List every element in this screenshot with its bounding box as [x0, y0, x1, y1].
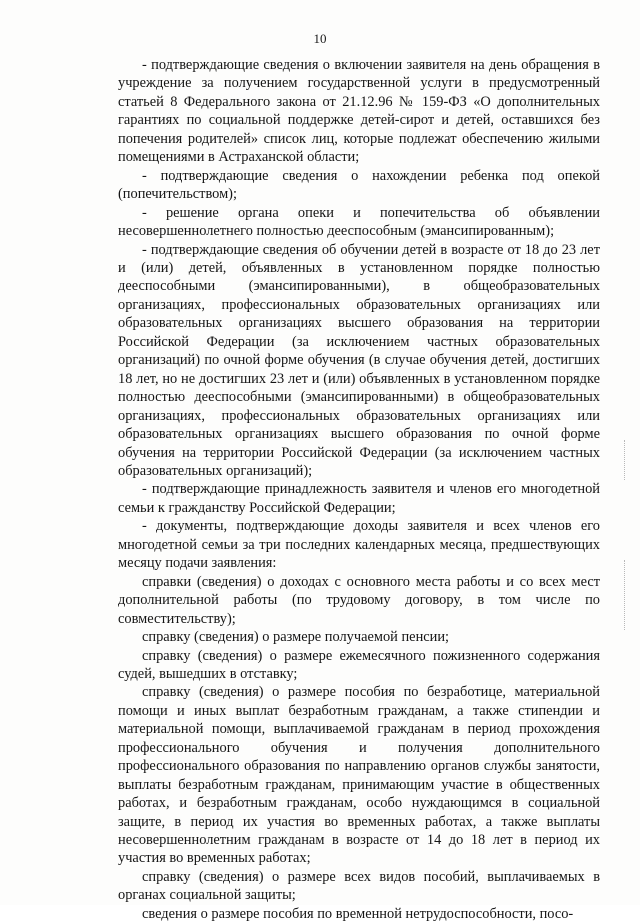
paragraph: - подтверждающие сведения о включении заявителя на день обращения в учреждение за получением государственной услуги в предусмотренный статьей 8 Федерального закона от 21.12.96 № 159-ФЗ «О дополнительных гарантиях по социальной поддержке детей-сирот и детей, оставшихся без попечения родителей» список лиц, которые подлежат обеспечению жилыми помещениями в Астраханской области;	[118, 57, 600, 166]
paragraph: - подтверждающие сведения о нахождении ребенка под опекой (попечительством);	[118, 167, 600, 203]
paragraph: - подтверждающие сведения об обучении детей в возрасте от 18 до 23 лет и (или) детей, объявленных в установленном порядке полностью дееспособными (эмансипированными), в общеобразовательных организациях, профессиональных образовательных организациях или образовательных организациях высшего образования на территории Российской Федерации (за исключением частных образовательных организаций) по очной форме обучения (в случае обучения детей, достигших 18 лет, но не достигших 23 лет и (или) объявленных в установленном порядке полностью дееспособными (эмансипированными) в общеобразовательных организациях, профессиональных образовательных организациях или образовательных организациях высшего образования по очной форме обучения на территории Российской Федерации (за исключением частных образовательных организаций);	[118, 241, 600, 479]
document-body	[118, 56, 600, 923]
scan-margin-mark	[624, 440, 626, 480]
paragraph: справку (сведения) о размере всех видов пособий, выплачиваемых в органах социальной защиты;	[118, 868, 600, 904]
paragraph: - документы, подтверждающие доходы заявителя и всех членов его многодетной семьи за три последних календарных месяца, предшествующих месяцу подачи заявления:	[118, 518, 600, 572]
paragraph: сведения о размере пособия по временной нетрудоспособности, посо-	[142, 905, 574, 922]
paragraph: - подтверждающие принадлежность заявителя и членов его многодетной семьи к гражданству Российской Федерации;	[118, 481, 600, 516]
paragraph: справку (сведения) о размере получаемой пенсии;	[142, 629, 450, 646]
paragraph: справку (сведения) о размере пособия по безработице, материальной помощи и иных выплат безработным гражданам, а также стипендии и материальной помощи, выплачиваемой гражданам в период прохождения профессионального обучения и получения дополнительного профессионального образования по направлению органов службы занятости, выплаты безработным гражданам, принимающим участие в общественных работах, и безработным гражданам, особо нуждающимся в социальной защите, в период их участия во временных работах, а также выплаты несовершеннолетним гражданам в возрасте от 14 до 18 лет в период их участия во временных работах;	[118, 684, 600, 867]
paragraph: справки (сведения) о доходах с основного места работы и со всех мест дополнительной работы (по трудовому договору, в том числе по совместительству);	[118, 573, 600, 627]
paragraph: справку (сведения) о размере ежемесячного пожизненного содержания судей, вышедших в отставку;	[118, 647, 600, 682]
scan-margin-mark	[624, 560, 626, 630]
paragraph: - решение органа опеки и попечительства об объявлении несовершеннолетнего полностью дееспособным (эмансипированным);	[118, 204, 600, 240]
page-number: 10	[313, 31, 327, 46]
